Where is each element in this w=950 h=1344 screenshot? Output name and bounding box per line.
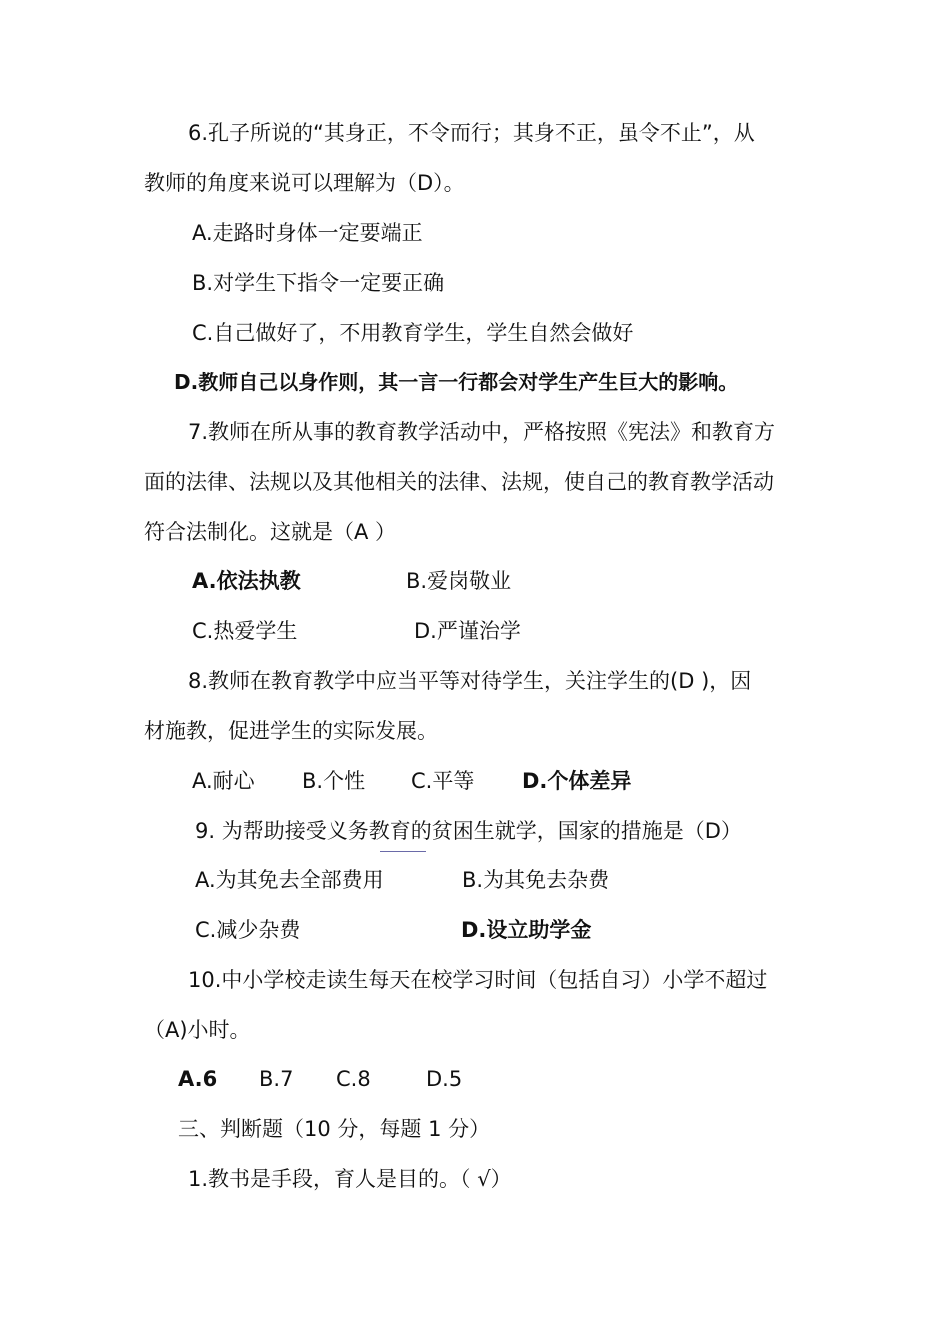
q10-option-a-answer: A.6	[178, 1067, 218, 1091]
q6-stem-line-1: 6.孔子所说的“其身正，不令而行；其身不正，虽令不止”，从	[188, 121, 755, 145]
q10-stem-line-2: （A)小时。	[144, 1018, 251, 1042]
q10-option-c: C.8	[336, 1067, 371, 1091]
q9-option-d-answer: D.设立助学金	[461, 918, 592, 942]
judgement-q1: 1.教书是手段，育人是目的。（ √）	[188, 1167, 512, 1191]
q6-option-a: A.走路时身体一定要端正	[192, 221, 423, 245]
q7-option-d: D.严谨治学	[414, 619, 521, 643]
q6-option-b: B.对学生下指令一定要正确	[192, 271, 445, 295]
q10-stem-line-1: 10.中小学校走读生每天在校学习时间（包括自习）小学不超过	[188, 968, 768, 992]
q7-stem-line-2: 面的法律、法规以及其他相关的法律、法规，使自己的教育教学活动	[144, 470, 774, 494]
q9-stem-line-1: 9. 为帮助接受义务教育的贫困生就学，国家的措施是（D）	[195, 819, 742, 843]
q9-underline-mark	[380, 851, 426, 852]
q8-option-a: A.耐心	[192, 769, 255, 793]
q7-option-c: C.热爱学生	[192, 619, 298, 643]
q9-option-c: C.减少杂费	[195, 918, 301, 942]
q7-option-b: B.爱岗敬业	[406, 569, 512, 593]
q9-option-b: B.为其免去杂费	[462, 868, 610, 892]
q10-option-b: B.7	[259, 1067, 294, 1091]
q6-option-c: C.自己做好了，不用教育学生，学生自然会做好	[192, 321, 634, 345]
q10-option-d: D.5	[426, 1067, 463, 1091]
q7-option-a-answer: A.依法执教	[192, 569, 301, 593]
q8-option-c: C.平等	[411, 769, 475, 793]
q8-stem-line-2: 材施教，促进学生的实际发展。	[144, 719, 438, 743]
q8-option-d-answer: D.个体差异	[522, 769, 632, 793]
section-3-heading: 三、判断题（10 分，每题 1 分）	[178, 1117, 491, 1141]
q8-stem-line-1: 8.教师在教育教学中应当平等对待学生，关注学生的(D )，因	[188, 669, 752, 693]
q6-stem-line-2: 教师的角度来说可以理解为（D）。	[144, 171, 465, 195]
q9-option-a: A.为其免去全部费用	[195, 868, 384, 892]
q8-option-b: B.个性	[302, 769, 366, 793]
q6-option-d-answer: D.教师自己以身作则，其一言一行都会对学生产生巨大的影响。	[174, 370, 739, 394]
q7-stem-line-3: 符合法制化。这就是（A ）	[144, 520, 397, 544]
q7-stem-line-1: 7.教师在所从事的教育教学活动中，严格按照《宪法》和教育方	[188, 420, 776, 444]
